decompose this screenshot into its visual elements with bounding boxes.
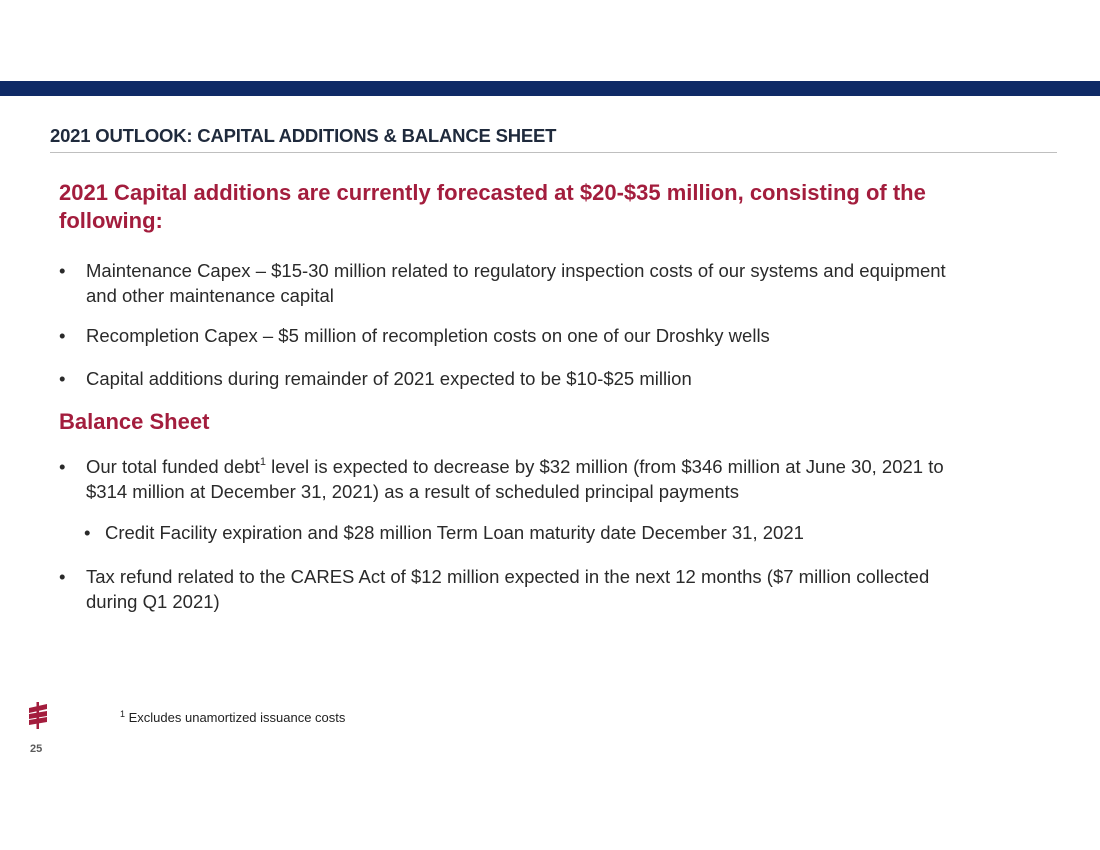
list-item-capital-remainder [59,366,959,391]
bullet-marker: • [59,325,66,346]
debt-text-start: Our total funded debt [86,456,260,477]
list-item-tax-refund [59,564,959,614]
page-number: 25 [30,743,43,755]
footnote-text: Excludes unamortized issuance costs [125,710,346,725]
debt-text-end: level is expected to decrease by $32 million (from $346 million at June 30, 2021 to $314 million at December 31, 2021) as a result of scheduled principal payments [86,456,944,502]
company-logo-icon [25,700,51,730]
footnote [120,710,345,725]
bullet-marker: • [59,260,66,281]
capital-additions-heading: 2021 Capital additions are currently forecasted at $20-$35 million, consisting of the following: [59,180,926,233]
bullet-marker: • [59,368,66,389]
bullet-text: Maintenance Capex – $15-30 million related to regulatory inspection costs of our systems and equipment and other maintenance capital [86,260,946,306]
bullet-marker: • [59,456,66,477]
footnote-marker: 1 [120,709,126,719]
bullet-text: Capital additions during remainder of 2021 expected to be $10-$25 million [86,368,692,389]
balance-sheet-heading: Balance Sheet [59,409,210,434]
bullet-text: Recompletion Capex – $5 million of recompletion costs on one of our Droshky wells [86,325,770,346]
bullet-marker: • [84,522,91,543]
bullet-marker: • [59,566,66,587]
header-bar [0,81,1100,96]
bullet-text: Credit Facility expiration and $28 million Term Loan maturity date December 31, 2021 [105,522,804,543]
list-item-maintenance-capex [59,258,959,308]
title-divider [50,152,1057,153]
bullet-text: Tax refund related to the CARES Act of $12 million expected in the next 12 months ($7 million collected during Q1 2021) [86,566,930,612]
list-item-funded-debt [59,454,959,504]
list-item-credit-facility [84,520,984,545]
page-title: 2021 OUTLOOK: CAPITAL ADDITIONS & BALANCE SHEET [50,125,557,146]
bullet-text [59,454,959,504]
list-item-recompletion-capex [59,323,959,348]
footnote-ref: 1 [259,456,266,468]
